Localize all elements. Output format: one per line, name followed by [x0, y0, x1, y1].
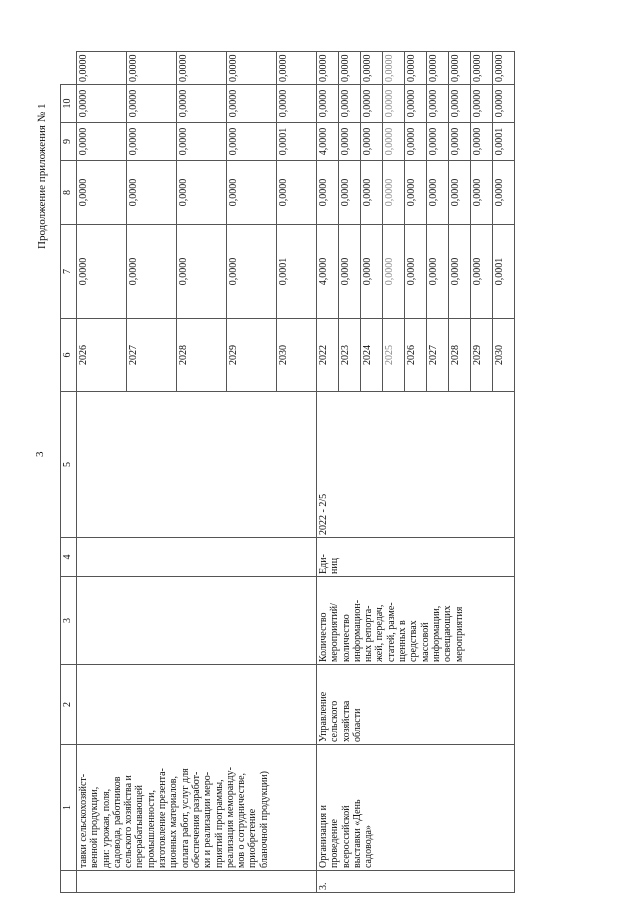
year-cell: 2026 [77, 319, 127, 392]
description-line: садовода» [363, 825, 375, 868]
description-line: проведение [329, 819, 341, 868]
amount-cell: 0,0000 [77, 123, 127, 161]
header-cell: 10 [61, 85, 77, 123]
amount-cell: 0,0000 [405, 52, 427, 85]
indicator-line: ных репорта- [363, 605, 375, 662]
description-line: сельского хозяйства и [123, 775, 135, 868]
amount-cell: 0,0001 [493, 225, 515, 319]
indicator-line: жей, передач, [374, 604, 386, 662]
amount-cell: 0,0000 [493, 161, 515, 225]
indicator-line: мероприятия [453, 606, 465, 662]
header-cell-num [61, 871, 77, 893]
amount-cell: 0,0000 [227, 161, 277, 225]
amount-cell: 0,0000 [177, 225, 227, 319]
description-line: мов о сотрудничестве, [236, 772, 248, 868]
unit-line: ниц [329, 557, 341, 574]
header-row [61, 52, 77, 893]
amount-cell: 0,0000 [177, 52, 227, 85]
indicator-line: освещающих [442, 605, 454, 662]
amount-cell: 0,0000 [449, 123, 471, 161]
header-cell: 8 [61, 161, 77, 225]
indicator-line: щенных в [397, 620, 409, 662]
year-cell: 2029 [227, 319, 277, 392]
amount-cell: 0,0000 [227, 85, 277, 123]
header-cell: 1 [61, 745, 77, 871]
description-line: оплата работ, услуг для [179, 768, 191, 868]
amount-cell: 0,0000 [405, 225, 427, 319]
description-line: приятий программы, [213, 779, 225, 868]
indicator-line: информацион- [351, 599, 363, 662]
unit-cell [77, 538, 317, 577]
amount-cell: 0,0000 [317, 52, 339, 85]
amount-cell: 0,0000 [383, 85, 405, 123]
header-cell: 3 [61, 577, 77, 665]
amount-cell: 0,0000 [427, 225, 449, 319]
amount-cell: 0,0000 [383, 225, 405, 319]
header-cell: 9 [61, 123, 77, 161]
amount-cell: 0,0000 [177, 161, 227, 225]
year-cell: 2023 [339, 319, 361, 392]
amount-cell: 0,0000 [339, 85, 361, 123]
year-cell: 2030 [493, 319, 515, 392]
amount-cell: 0,0000 [177, 85, 227, 123]
description-line: приобретение [247, 808, 259, 868]
year-cell: 2026 [405, 319, 427, 392]
indicator-line: количество [340, 614, 352, 662]
year-cell: 2027 [127, 319, 177, 392]
unit-cell [317, 538, 515, 577]
amount-cell: 0,0000 [361, 123, 383, 161]
amount-cell: 0,0000 [277, 52, 317, 85]
amount-cell: 0,0000 [493, 85, 515, 123]
amount-cell: 0,0000 [127, 225, 177, 319]
amount-cell: 0,0000 [405, 123, 427, 161]
amount-cell: 0,0000 [127, 123, 177, 161]
amount-cell: 0,0000 [77, 161, 127, 225]
amount-cell: 0,0000 [227, 123, 277, 161]
description-line: выставки «День [351, 799, 363, 868]
amount-cell: 0,0000 [427, 85, 449, 123]
program-table [60, 52, 515, 894]
description-line: тавки сельскохозяйст- [78, 773, 89, 868]
year-cell: 2025 [383, 319, 405, 392]
header-cell: 6 [61, 319, 77, 392]
executor-line: сельского [329, 700, 341, 742]
header-cell: 5 [61, 392, 77, 538]
amount-cell: 0,0000 [339, 225, 361, 319]
executor-line: области [351, 708, 363, 742]
amount-cell: 0,0000 [383, 52, 405, 85]
description-line: реализация меморанду- [224, 767, 236, 868]
row-number-cell [77, 871, 317, 893]
year-cell: 2030 [277, 319, 317, 392]
description-line: ки и реализации меро- [202, 771, 214, 868]
amount-cell: 0,0000 [277, 85, 317, 123]
amount-cell: 4,0000 [317, 225, 339, 319]
table-row [317, 52, 339, 893]
year-cell: 2024 [361, 319, 383, 392]
year-cell: 2029 [471, 319, 493, 392]
amount-cell: 0,0000 [127, 161, 177, 225]
description-line: промышленности, [145, 790, 157, 868]
event-description-cell [77, 745, 317, 871]
amount-cell: 0,0000 [361, 85, 383, 123]
indicator-line: мероприятий/ [329, 603, 341, 662]
indicator-cell [77, 577, 317, 665]
amount-cell: 0,0000 [405, 161, 427, 225]
page-number: 3 [34, 451, 46, 457]
amount-cell: 0,0000 [427, 161, 449, 225]
amount-cell: 0,0001 [277, 123, 317, 161]
amount-cell: 0,0000 [77, 85, 127, 123]
amount-cell: 0,0000 [471, 52, 493, 85]
amount-cell: 0,0000 [449, 52, 471, 85]
description-line: изготовление презента- [157, 768, 169, 868]
executor-line: хозяйства [340, 700, 352, 742]
year-cell: 2028 [177, 319, 227, 392]
amount-cell: 0,0000 [449, 225, 471, 319]
target-cell: 2022 - 2/5 [317, 392, 515, 538]
amount-cell: 0,0000 [405, 85, 427, 123]
amount-cell: 0,0000 [383, 123, 405, 161]
indicator-line: средствах [408, 620, 420, 662]
description-line: бланочной продукции) [258, 771, 270, 868]
amount-cell: 0,0000 [227, 225, 277, 319]
indicator-line: информации, [430, 605, 442, 662]
header-cell: 4 [61, 538, 77, 577]
amount-cell: 0,0000 [77, 225, 127, 319]
amount-cell: 0,0000 [127, 85, 177, 123]
amount-cell: 0,0000 [471, 123, 493, 161]
amount-cell: 0,0000 [127, 52, 177, 85]
description-line: перерабатывающей [134, 784, 146, 868]
amount-cell: 0,0000 [339, 52, 361, 85]
target-cell [77, 392, 317, 538]
amount-cell: 0,0000 [177, 123, 227, 161]
description-line: дни: урожая, поля, [100, 788, 112, 868]
description-line: всероссийской [340, 805, 352, 868]
amount-cell: 0,0000 [471, 85, 493, 123]
amount-cell: 0,0000 [471, 161, 493, 225]
amount-cell: 0,0000 [277, 161, 317, 225]
amount-cell: 0,0000 [361, 52, 383, 85]
header-cell: 2 [61, 665, 77, 745]
year-cell: 2022 [317, 319, 339, 392]
executor-cell [317, 665, 515, 745]
amount-cell: 0,0000 [449, 161, 471, 225]
amount-cell: 0,0000 [471, 225, 493, 319]
amount-cell: 0,0000 [427, 52, 449, 85]
description-line: венной продукции, [89, 786, 101, 868]
amount-cell: 0,0000 [427, 123, 449, 161]
indicator-line: массовой [419, 622, 431, 662]
amount-cell: 0,0000 [227, 52, 277, 85]
amount-cell: 0,0000 [361, 161, 383, 225]
amount-cell: 0,0000 [77, 52, 127, 85]
executor-cell [77, 665, 317, 745]
indicator-line: статей, разме- [385, 602, 397, 662]
annex-title: Продолжение приложения № 1 [36, 103, 48, 249]
amount-cell: 4,0000 [317, 123, 339, 161]
year-cell: 2027 [427, 319, 449, 392]
amount-cell: 0,0001 [493, 123, 515, 161]
description-line: ционных материалов, [168, 776, 180, 868]
description-line: обеспечения разработ- [190, 771, 202, 868]
executor-line: Управление [318, 691, 329, 742]
amount-cell: 0,0000 [339, 123, 361, 161]
event-description-cell [317, 745, 515, 871]
amount-cell: 0,0000 [449, 85, 471, 123]
amount-cell: 0,0000 [383, 161, 405, 225]
header-cell: 7 [61, 225, 77, 319]
table-row [77, 52, 127, 893]
year-cell: 2028 [449, 319, 471, 392]
indicator-cell [317, 577, 515, 665]
amount-cell: 0,0000 [339, 161, 361, 225]
description-line: садовода, работников [111, 776, 123, 868]
amount-cell: 0,0000 [493, 52, 515, 85]
amount-cell: 0,0001 [277, 225, 317, 319]
unit-line: Еди- [318, 554, 329, 574]
description-line: Организация и [318, 804, 329, 868]
amount-cell: 0,0000 [317, 85, 339, 123]
amount-cell: 0,0000 [361, 225, 383, 319]
indicator-line: Количество [318, 612, 329, 662]
amount-cell: 0,0000 [317, 161, 339, 225]
row-number-cell: 3. [317, 871, 515, 893]
